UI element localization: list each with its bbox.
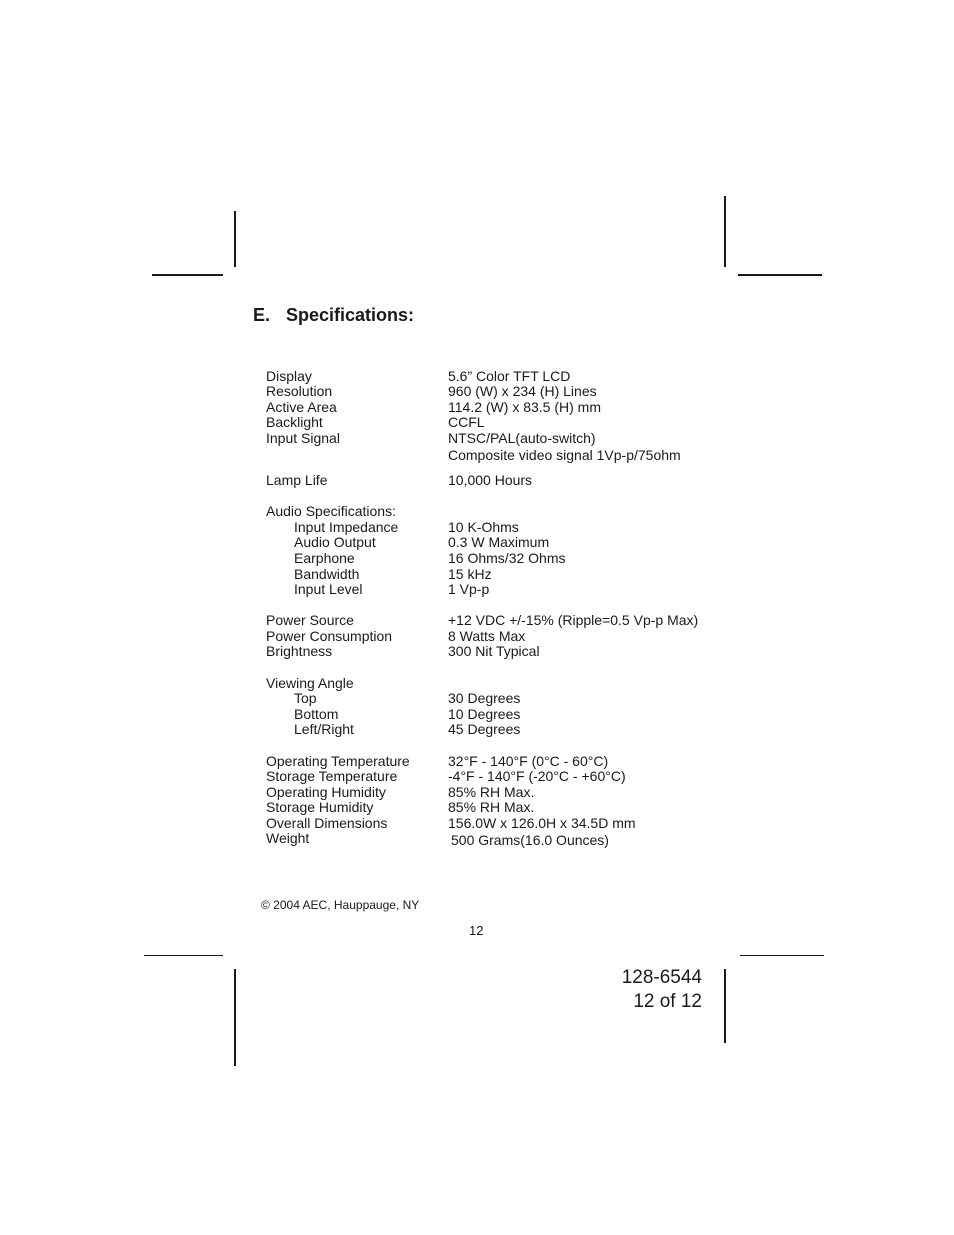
section-title: Specifications: (286, 305, 415, 325)
spec-value: CCFL (448, 414, 485, 430)
spec-value: 15 kHz (448, 566, 492, 582)
spec-label: Top (294, 690, 317, 706)
spec-label: Left/Right (294, 721, 354, 737)
page-of-total: 12 of 12 (633, 991, 702, 1012)
crop-mark-top-left-horizontal (152, 274, 223, 276)
crop-mark-bottom-right-horizontal (740, 955, 824, 956)
copyright-notice: © 2004 AEC, Hauppauge, NY (261, 898, 420, 912)
crop-mark-top-right-vertical (724, 196, 726, 267)
spec-value: 32°F - 140°F (0°C - 60°C) (448, 753, 609, 769)
spec-value: 85% RH Max. (448, 799, 535, 815)
spec-value: +12 VDC +/-15% (Ripple=0.5 Vp-p Max) (448, 612, 699, 628)
spec-value: 960 (W) x 234 (H) Lines (448, 383, 597, 399)
crop-mark-bottom-left-horizontal (144, 955, 223, 956)
crop-mark-bottom-right-vertical (724, 969, 726, 1043)
spec-label: Overall Dimensions (266, 815, 388, 831)
spec-label: Backlight (266, 414, 323, 430)
document-number: 128-6544 (621, 967, 702, 988)
spec-value: 85% RH Max. (448, 784, 535, 800)
spec-label: Bandwidth (294, 566, 360, 582)
spec-label: Viewing Angle (266, 675, 354, 691)
section-letter: E. (253, 305, 271, 325)
spec-label: Storage Temperature (266, 768, 398, 784)
crop-mark-top-right-horizontal (738, 274, 822, 276)
spec-label: Lamp Life (266, 472, 328, 488)
spec-label: Operating Temperature (266, 753, 410, 769)
document-id-block (622, 966, 702, 1014)
spec-value: 114.2 (W) x 83.5 (H) mm (448, 399, 601, 415)
spec-label: Audio Output (294, 534, 376, 550)
spec-label: Resolution (266, 383, 333, 399)
spec-label: Input Impedance (294, 519, 399, 535)
spec-value: 300 Nit Typical (448, 643, 540, 659)
spec-value: 5.6” Color TFT LCD (448, 368, 571, 384)
spec-value: 156.0W x 126.0H x 34.5D mm (448, 815, 636, 831)
spec-label: Bottom (294, 706, 339, 722)
spec-label: Brightness (266, 643, 333, 659)
crop-mark-top-left-vertical (234, 211, 236, 267)
spec-value: -4°F - 140°F (-20°C - +60°C) (448, 768, 626, 784)
spec-label: Earphone (294, 550, 355, 566)
spec-label: Storage Humidity (266, 799, 374, 815)
spec-label: Active Area (266, 399, 337, 415)
spec-label: Power Consumption (266, 628, 393, 644)
crop-mark-bottom-left-vertical (234, 969, 236, 1066)
spec-value: 1 Vp-p (448, 581, 490, 597)
spec-label: Input Signal (266, 430, 340, 446)
spec-value: 16 Ohms/32 Ohms (448, 550, 566, 566)
spec-value: 10 Degrees (448, 706, 521, 722)
spec-label: Weight (266, 830, 310, 846)
spec-value: 0.3 W Maximum (448, 534, 550, 550)
spec-value: 10 K-Ohms (448, 519, 519, 535)
spec-value: 8 Watts Max (448, 628, 526, 644)
page-number: 12 (469, 923, 484, 938)
spec-label: Power Source (266, 612, 354, 628)
spec-value: 10,000 Hours (448, 472, 533, 488)
spec-value: 500 Grams(16.0 Ounces) (451, 832, 609, 848)
section-heading (253, 305, 414, 326)
spec-label: Audio Specifications: (266, 503, 396, 519)
spec-value: 45 Degrees (448, 721, 521, 737)
spec-value: Composite video signal 1Vp-p/75ohm (448, 447, 681, 463)
spec-label: Operating Humidity (266, 784, 386, 800)
spec-label: Display (266, 368, 312, 384)
spec-value: 30 Degrees (448, 690, 521, 706)
spec-value: NTSC/PAL(auto-switch) (448, 430, 596, 446)
spec-label: Input Level (294, 581, 363, 597)
